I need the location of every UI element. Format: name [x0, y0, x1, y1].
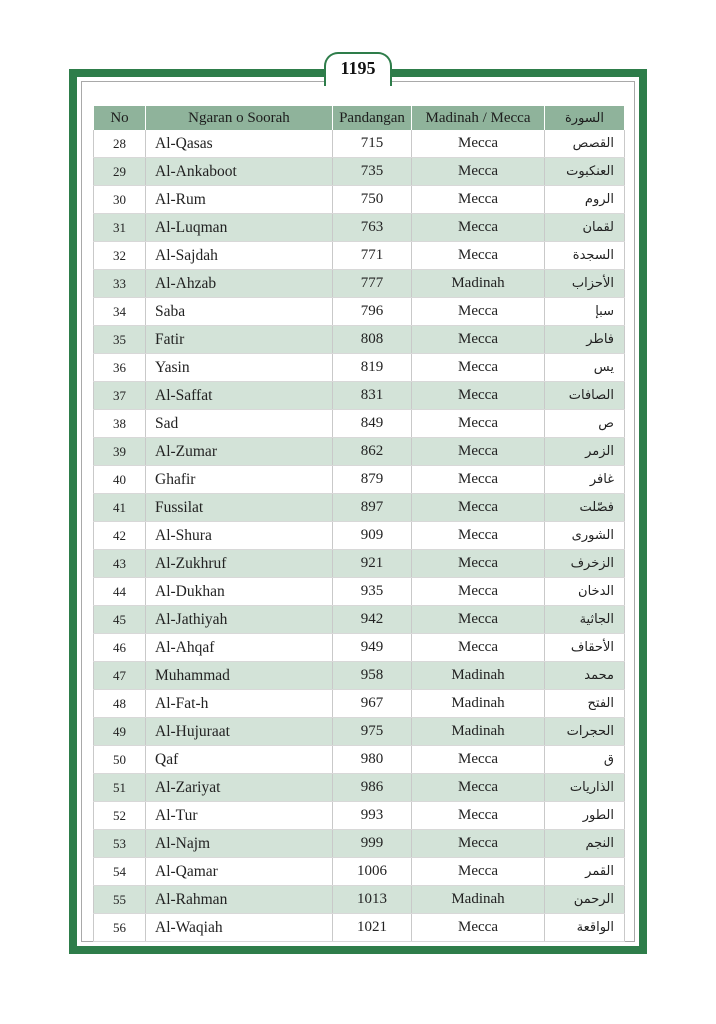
soorah-page: 1013: [333, 886, 412, 914]
soorah-place: Mecca: [412, 746, 545, 774]
soorah-number: 53: [94, 830, 146, 858]
header-soorah-name: Ngaran o Soorah: [146, 106, 333, 130]
soorah-arabic-name: الروم: [545, 186, 625, 214]
soorah-page: 796: [333, 298, 412, 326]
soorah-name: Muhammad: [146, 662, 333, 690]
soorah-number: 33: [94, 270, 146, 298]
table-row: [94, 690, 625, 718]
soorah-number: 52: [94, 802, 146, 830]
soorah-page: 909: [333, 522, 412, 550]
soorah-place: Mecca: [412, 354, 545, 382]
soorah-arabic-name: الأحقاف: [545, 634, 625, 662]
soorah-name: Fatir: [146, 326, 333, 354]
table-row: [94, 466, 625, 494]
soorah-arabic-name: الصافات: [545, 382, 625, 410]
soorah-number: 44: [94, 578, 146, 606]
soorah-page: 831: [333, 382, 412, 410]
table-row: [94, 214, 625, 242]
soorah-page: 750: [333, 186, 412, 214]
soorah-number: 54: [94, 858, 146, 886]
soorah-name: Al-Qasas: [146, 130, 333, 158]
soorah-number: 40: [94, 466, 146, 494]
soorah-number: 49: [94, 718, 146, 746]
soorah-name: Al-Ahzab: [146, 270, 333, 298]
soorah-arabic-name: الأحزاب: [545, 270, 625, 298]
soorah-name: Al-Shura: [146, 522, 333, 550]
table-header-row: [94, 106, 625, 130]
soorah-name: Al-Dukhan: [146, 578, 333, 606]
soorah-number: 31: [94, 214, 146, 242]
soorah-page: 879: [333, 466, 412, 494]
table-row: [94, 382, 625, 410]
soorah-arabic-name: القمر: [545, 858, 625, 886]
header-arabic: السورة: [545, 106, 625, 130]
soorah-place: Mecca: [412, 438, 545, 466]
soorah-name: Al-Ankaboot: [146, 158, 333, 186]
header-place: Madinah / Mecca: [412, 106, 545, 130]
soorah-arabic-name: يس: [545, 354, 625, 382]
soorah-page: 771: [333, 242, 412, 270]
soorah-place: Mecca: [412, 606, 545, 634]
table-row: [94, 746, 625, 774]
table-row: [94, 858, 625, 886]
soorah-arabic-name: محمد: [545, 662, 625, 690]
soorah-arabic-name: الزمر: [545, 438, 625, 466]
soorah-name: Al-Zumar: [146, 438, 333, 466]
soorah-place: Mecca: [412, 830, 545, 858]
soorah-number: 38: [94, 410, 146, 438]
soorah-page: 862: [333, 438, 412, 466]
soorah-number: 39: [94, 438, 146, 466]
table-body: [94, 130, 625, 942]
soorah-number: 56: [94, 914, 146, 942]
soorah-page: 967: [333, 690, 412, 718]
soorah-place: Mecca: [412, 802, 545, 830]
soorah-place: Mecca: [412, 410, 545, 438]
soorah-name: Al-Ahqaf: [146, 634, 333, 662]
soorah-arabic-name: غافر: [545, 466, 625, 494]
soorah-number: 48: [94, 690, 146, 718]
soorah-place: Mecca: [412, 634, 545, 662]
table-row: [94, 354, 625, 382]
soorah-place: Mecca: [412, 242, 545, 270]
soorah-place: Mecca: [412, 214, 545, 242]
soorah-name: Ghafir: [146, 466, 333, 494]
soorah-page: 935: [333, 578, 412, 606]
soorah-page: 897: [333, 494, 412, 522]
soorah-number: 55: [94, 886, 146, 914]
header-page: Pandangan: [333, 106, 412, 130]
table-row: [94, 186, 625, 214]
soorah-index-table: [93, 106, 625, 942]
soorah-name: Al-Zariyat: [146, 774, 333, 802]
table-row: [94, 494, 625, 522]
soorah-arabic-name: الفتح: [545, 690, 625, 718]
table-row: [94, 550, 625, 578]
soorah-arabic-name: الزخرف: [545, 550, 625, 578]
table-row: [94, 662, 625, 690]
table-row: [94, 438, 625, 466]
soorah-number: 28: [94, 130, 146, 158]
soorah-arabic-name: لقمان: [545, 214, 625, 242]
soorah-place: Madinah: [412, 718, 545, 746]
table-row: [94, 886, 625, 914]
soorah-page: 958: [333, 662, 412, 690]
soorah-page: 808: [333, 326, 412, 354]
page-number: 1195: [340, 58, 376, 78]
soorah-number: 34: [94, 298, 146, 326]
soorah-page: 999: [333, 830, 412, 858]
soorah-page: 942: [333, 606, 412, 634]
soorah-name: Al-Saffat: [146, 382, 333, 410]
soorah-arabic-name: فصّلت: [545, 494, 625, 522]
table-row: [94, 130, 625, 158]
soorah-place: Mecca: [412, 774, 545, 802]
table-row: [94, 326, 625, 354]
soorah-arabic-name: الطور: [545, 802, 625, 830]
soorah-arabic-name: النجم: [545, 830, 625, 858]
soorah-page: 986: [333, 774, 412, 802]
soorah-number: 42: [94, 522, 146, 550]
soorah-place: Mecca: [412, 130, 545, 158]
soorah-arabic-name: ق: [545, 746, 625, 774]
table-row: [94, 634, 625, 662]
soorah-place: Madinah: [412, 662, 545, 690]
soorah-place: Mecca: [412, 494, 545, 522]
soorah-place: Mecca: [412, 158, 545, 186]
soorah-name: Al-Fat-h: [146, 690, 333, 718]
soorah-arabic-name: القصص: [545, 130, 625, 158]
soorah-page: 849: [333, 410, 412, 438]
soorah-arabic-name: الواقعة: [545, 914, 625, 942]
soorah-arabic-name: الرحمن: [545, 886, 625, 914]
soorah-place: Mecca: [412, 326, 545, 354]
soorah-name: Sad: [146, 410, 333, 438]
table-row: [94, 158, 625, 186]
soorah-place: Madinah: [412, 886, 545, 914]
soorah-name: Al-Zukhruf: [146, 550, 333, 578]
table-row: [94, 298, 625, 326]
soorah-name: Al-Hujuraat: [146, 718, 333, 746]
soorah-arabic-name: الشورى: [545, 522, 625, 550]
soorah-name: Al-Najm: [146, 830, 333, 858]
soorah-place: Mecca: [412, 522, 545, 550]
soorah-place: Mecca: [412, 550, 545, 578]
soorah-arabic-name: الحجرات: [545, 718, 625, 746]
soorah-page: 777: [333, 270, 412, 298]
table-row: [94, 578, 625, 606]
soorah-arabic-name: العنكبوت: [545, 158, 625, 186]
table-row: [94, 774, 625, 802]
soorah-name: Al-Rahman: [146, 886, 333, 914]
soorah-name: Yasin: [146, 354, 333, 382]
soorah-arabic-name: الجاثية: [545, 606, 625, 634]
soorah-place: Mecca: [412, 298, 545, 326]
soorah-name: Fussilat: [146, 494, 333, 522]
table-row: [94, 410, 625, 438]
soorah-name: Al-Waqiah: [146, 914, 333, 942]
soorah-arabic-name: السجدة: [545, 242, 625, 270]
table-row: [94, 830, 625, 858]
soorah-page: 1006: [333, 858, 412, 886]
soorah-number: 47: [94, 662, 146, 690]
soorah-place: Mecca: [412, 914, 545, 942]
header-no: No: [94, 106, 146, 130]
soorah-arabic-name: سبإ: [545, 298, 625, 326]
soorah-name: Al-Rum: [146, 186, 333, 214]
table-row: [94, 270, 625, 298]
soorah-number: 36: [94, 354, 146, 382]
soorah-page: 993: [333, 802, 412, 830]
soorah-name: Qaf: [146, 746, 333, 774]
soorah-name: Al-Luqman: [146, 214, 333, 242]
soorah-number: 46: [94, 634, 146, 662]
soorah-number: 41: [94, 494, 146, 522]
soorah-page: 715: [333, 130, 412, 158]
soorah-page: 921: [333, 550, 412, 578]
table-row: [94, 522, 625, 550]
soorah-name: Al-Sajdah: [146, 242, 333, 270]
soorah-place: Madinah: [412, 270, 545, 298]
soorah-place: Mecca: [412, 186, 545, 214]
soorah-page: 1021: [333, 914, 412, 942]
soorah-place: Mecca: [412, 466, 545, 494]
table-row: [94, 802, 625, 830]
soorah-number: 43: [94, 550, 146, 578]
soorah-name: Al-Tur: [146, 802, 333, 830]
soorah-number: 50: [94, 746, 146, 774]
soorah-place: Mecca: [412, 578, 545, 606]
soorah-number: 45: [94, 606, 146, 634]
soorah-number: 37: [94, 382, 146, 410]
soorah-page: 980: [333, 746, 412, 774]
soorah-number: 29: [94, 158, 146, 186]
soorah-page: 949: [333, 634, 412, 662]
soorah-page: 763: [333, 214, 412, 242]
soorah-arabic-name: الذاريات: [545, 774, 625, 802]
soorah-page: 975: [333, 718, 412, 746]
soorah-name: Al-Jathiyah: [146, 606, 333, 634]
soorah-arabic-name: الدخان: [545, 578, 625, 606]
soorah-page: 819: [333, 354, 412, 382]
table-row: [94, 606, 625, 634]
soorah-place: Madinah: [412, 690, 545, 718]
soorah-number: 32: [94, 242, 146, 270]
soorah-place: Mecca: [412, 858, 545, 886]
table-row: [94, 914, 625, 942]
soorah-arabic-name: فاطر: [545, 326, 625, 354]
soorah-name: Al-Qamar: [146, 858, 333, 886]
soorah-page: 735: [333, 158, 412, 186]
soorah-arabic-name: ص: [545, 410, 625, 438]
soorah-number: 30: [94, 186, 146, 214]
soorah-place: Mecca: [412, 382, 545, 410]
table-row: [94, 242, 625, 270]
soorah-number: 35: [94, 326, 146, 354]
table-row: [94, 718, 625, 746]
soorah-name: Saba: [146, 298, 333, 326]
soorah-number: 51: [94, 774, 146, 802]
